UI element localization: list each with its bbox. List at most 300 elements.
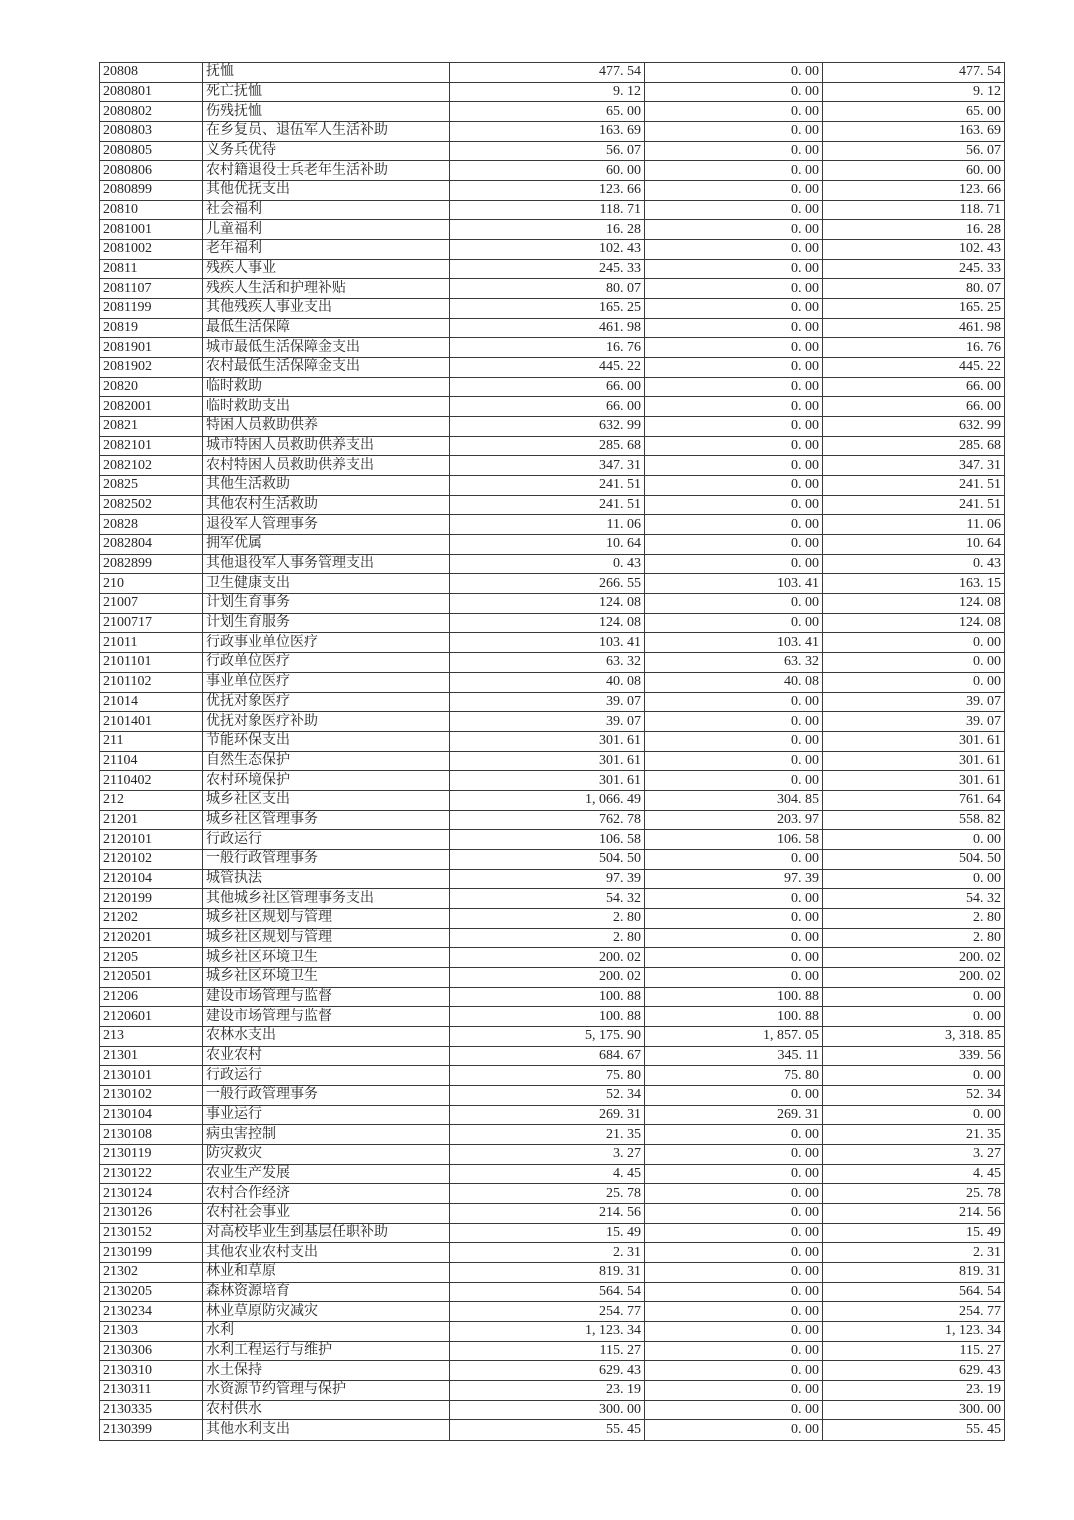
table-row — [100, 849, 1005, 869]
table-row — [100, 1203, 1005, 1223]
amount-col2-cell: 0. 00 — [645, 889, 823, 909]
amount-col2-cell: 0. 00 — [645, 1164, 823, 1184]
amount-col1-cell: 214. 56 — [450, 1203, 645, 1223]
amount-col3-cell: 3, 318. 85 — [823, 1026, 1005, 1046]
code-cell: 2081002 — [100, 240, 203, 260]
code-cell: 2080803 — [100, 122, 203, 142]
amount-col2-cell: 0. 00 — [645, 928, 823, 948]
table-row — [100, 1007, 1005, 1027]
code-cell: 2100717 — [100, 613, 203, 633]
amount-col3-cell: 55. 45 — [823, 1420, 1005, 1441]
name-cell: 水土保持 — [203, 1361, 450, 1381]
amount-col2-cell: 0. 00 — [645, 535, 823, 555]
amount-col1-cell: 301. 61 — [450, 771, 645, 791]
name-cell: 临时救助 — [203, 377, 450, 397]
amount-col2-cell: 63. 32 — [645, 653, 823, 673]
amount-col3-cell: 301. 61 — [823, 771, 1005, 791]
amount-col3-cell: 300. 00 — [823, 1400, 1005, 1420]
code-cell: 2130234 — [100, 1302, 203, 1322]
name-cell: 对高校毕业生到基层任职补助 — [203, 1223, 450, 1243]
table-row — [100, 141, 1005, 161]
amount-col1-cell: 241. 51 — [450, 476, 645, 496]
name-cell: 在乡复员、退伍军人生活补助 — [203, 122, 450, 142]
table-row — [100, 967, 1005, 987]
amount-col3-cell: 10. 64 — [823, 535, 1005, 555]
table-row — [100, 1341, 1005, 1361]
amount-col1-cell: 2. 80 — [450, 908, 645, 928]
amount-col2-cell: 0. 00 — [645, 1322, 823, 1342]
table-row — [100, 299, 1005, 319]
table-row — [100, 1381, 1005, 1401]
table-row — [100, 436, 1005, 456]
code-cell: 211 — [100, 731, 203, 751]
table-row — [100, 338, 1005, 358]
amount-col3-cell: 504. 50 — [823, 849, 1005, 869]
code-cell: 2120201 — [100, 928, 203, 948]
amount-col1-cell: 564. 54 — [450, 1282, 645, 1302]
amount-col2-cell: 0. 00 — [645, 948, 823, 968]
code-cell: 21201 — [100, 810, 203, 830]
amount-col1-cell: 762. 78 — [450, 810, 645, 830]
table-row — [100, 948, 1005, 968]
amount-col3-cell: 0. 00 — [823, 672, 1005, 692]
amount-col3-cell: 56. 07 — [823, 141, 1005, 161]
amount-col1-cell: 97. 39 — [450, 869, 645, 889]
table-row — [100, 358, 1005, 378]
table-row — [100, 220, 1005, 240]
table-row — [100, 928, 1005, 948]
code-cell: 2082001 — [100, 397, 203, 417]
amount-col2-cell: 0. 00 — [645, 358, 823, 378]
code-cell: 21205 — [100, 948, 203, 968]
amount-col2-cell: 0. 00 — [645, 1381, 823, 1401]
code-cell: 2082101 — [100, 436, 203, 456]
amount-col2-cell: 0. 00 — [645, 1184, 823, 1204]
amount-col1-cell: 39. 07 — [450, 712, 645, 732]
name-cell: 其他城乡社区管理事务支出 — [203, 889, 450, 909]
code-cell: 2130104 — [100, 1105, 203, 1125]
amount-col2-cell: 0. 00 — [645, 299, 823, 319]
amount-col1-cell: 66. 00 — [450, 397, 645, 417]
amount-col1-cell: 16. 28 — [450, 220, 645, 240]
amount-col3-cell: 124. 08 — [823, 613, 1005, 633]
table-row — [100, 889, 1005, 909]
table-row — [100, 259, 1005, 279]
name-cell: 社会福利 — [203, 200, 450, 220]
table-row — [100, 790, 1005, 810]
code-cell: 210 — [100, 574, 203, 594]
amount-col2-cell: 0. 00 — [645, 63, 823, 83]
amount-col3-cell: 0. 00 — [823, 653, 1005, 673]
amount-col3-cell: 0. 00 — [823, 1105, 1005, 1125]
amount-col1-cell: 65. 00 — [450, 102, 645, 122]
amount-col3-cell: 214. 56 — [823, 1203, 1005, 1223]
code-cell: 2082899 — [100, 554, 203, 574]
amount-col1-cell: 2. 80 — [450, 928, 645, 948]
table-row — [100, 1066, 1005, 1086]
amount-col3-cell: 761. 64 — [823, 790, 1005, 810]
amount-col2-cell: 0. 00 — [645, 476, 823, 496]
name-cell: 城乡社区管理事务 — [203, 810, 450, 830]
amount-col3-cell: 629. 43 — [823, 1361, 1005, 1381]
code-cell: 2081107 — [100, 279, 203, 299]
amount-col1-cell: 23. 19 — [450, 1381, 645, 1401]
table-row — [100, 1125, 1005, 1145]
table-row — [100, 1223, 1005, 1243]
table-row — [100, 830, 1005, 850]
amount-col1-cell: 16. 76 — [450, 338, 645, 358]
amount-col2-cell: 0. 00 — [645, 1282, 823, 1302]
table-row — [100, 279, 1005, 299]
name-cell: 一般行政管理事务 — [203, 849, 450, 869]
budget-table — [99, 62, 1005, 1441]
table-row — [100, 1243, 1005, 1263]
amount-col3-cell: 200. 02 — [823, 948, 1005, 968]
code-cell: 2130335 — [100, 1400, 203, 1420]
amount-col2-cell: 0. 00 — [645, 417, 823, 437]
amount-col3-cell: 3. 27 — [823, 1144, 1005, 1164]
table-row — [100, 535, 1005, 555]
table-row — [100, 1085, 1005, 1105]
name-cell: 计划生育服务 — [203, 613, 450, 633]
amount-col3-cell: 819. 31 — [823, 1262, 1005, 1282]
amount-col2-cell: 0. 00 — [645, 338, 823, 358]
amount-col3-cell: 0. 00 — [823, 830, 1005, 850]
code-cell: 2130311 — [100, 1381, 203, 1401]
amount-col3-cell: 9. 12 — [823, 82, 1005, 102]
table-row — [100, 692, 1005, 712]
amount-col2-cell: 0. 00 — [645, 122, 823, 142]
name-cell: 一般行政管理事务 — [203, 1085, 450, 1105]
amount-col2-cell: 0. 00 — [645, 1085, 823, 1105]
amount-col1-cell: 461. 98 — [450, 318, 645, 338]
name-cell: 其他退役军人事务管理支出 — [203, 554, 450, 574]
amount-col1-cell: 4. 45 — [450, 1164, 645, 1184]
amount-col3-cell: 115. 27 — [823, 1341, 1005, 1361]
name-cell: 其他农业农村支出 — [203, 1243, 450, 1263]
amount-col3-cell: 241. 51 — [823, 476, 1005, 496]
table-row — [100, 712, 1005, 732]
code-cell: 2130126 — [100, 1203, 203, 1223]
amount-col2-cell: 0. 00 — [645, 1125, 823, 1145]
amount-col1-cell: 0. 43 — [450, 554, 645, 574]
code-cell: 21206 — [100, 987, 203, 1007]
name-cell: 城市特困人员救助供养支出 — [203, 436, 450, 456]
code-cell: 2130199 — [100, 1243, 203, 1263]
code-cell: 2130108 — [100, 1125, 203, 1145]
name-cell: 退役军人管理事务 — [203, 515, 450, 535]
amount-col3-cell: 124. 08 — [823, 594, 1005, 614]
amount-col2-cell: 103. 41 — [645, 574, 823, 594]
table-row — [100, 161, 1005, 181]
amount-col1-cell: 300. 00 — [450, 1400, 645, 1420]
amount-col2-cell: 0. 00 — [645, 82, 823, 102]
amount-col2-cell: 100. 88 — [645, 987, 823, 1007]
code-cell: 21104 — [100, 751, 203, 771]
code-cell: 20828 — [100, 515, 203, 535]
code-cell: 2130122 — [100, 1164, 203, 1184]
amount-col2-cell: 0. 00 — [645, 1144, 823, 1164]
table-row — [100, 987, 1005, 1007]
amount-col3-cell: 52. 34 — [823, 1085, 1005, 1105]
code-cell: 20808 — [100, 63, 203, 83]
amount-col1-cell: 103. 41 — [450, 633, 645, 653]
amount-col3-cell: 347. 31 — [823, 456, 1005, 476]
code-cell: 21303 — [100, 1322, 203, 1342]
amount-col1-cell: 266. 55 — [450, 574, 645, 594]
amount-col3-cell: 66. 00 — [823, 397, 1005, 417]
amount-col2-cell: 75. 80 — [645, 1066, 823, 1086]
amount-col3-cell: 632. 99 — [823, 417, 1005, 437]
code-cell: 2130101 — [100, 1066, 203, 1086]
table-row — [100, 318, 1005, 338]
name-cell: 行政事业单位医疗 — [203, 633, 450, 653]
amount-col1-cell: 504. 50 — [450, 849, 645, 869]
code-cell: 21202 — [100, 908, 203, 928]
amount-col3-cell: 163. 15 — [823, 574, 1005, 594]
amount-col2-cell: 0. 00 — [645, 1243, 823, 1263]
amount-col1-cell: 39. 07 — [450, 692, 645, 712]
code-cell: 2081901 — [100, 338, 203, 358]
amount-col3-cell: 0. 00 — [823, 633, 1005, 653]
amount-col3-cell: 39. 07 — [823, 712, 1005, 732]
amount-col1-cell: 301. 61 — [450, 751, 645, 771]
amount-col3-cell: 339. 56 — [823, 1046, 1005, 1066]
amount-col2-cell: 0. 00 — [645, 495, 823, 515]
amount-col3-cell: 0. 00 — [823, 869, 1005, 889]
amount-col3-cell: 200. 02 — [823, 967, 1005, 987]
amount-col2-cell: 97. 39 — [645, 869, 823, 889]
amount-col3-cell: 54. 32 — [823, 889, 1005, 909]
table-row — [100, 653, 1005, 673]
table-row — [100, 240, 1005, 260]
amount-col2-cell: 0. 00 — [645, 436, 823, 456]
amount-col3-cell: 241. 51 — [823, 495, 1005, 515]
code-cell: 2080801 — [100, 82, 203, 102]
name-cell: 死亡抚恤 — [203, 82, 450, 102]
code-cell: 2120102 — [100, 849, 203, 869]
amount-col1-cell: 632. 99 — [450, 417, 645, 437]
amount-col3-cell: 2. 80 — [823, 908, 1005, 928]
code-cell: 20810 — [100, 200, 203, 220]
name-cell: 其他农村生活救助 — [203, 495, 450, 515]
amount-col1-cell: 21. 35 — [450, 1125, 645, 1145]
amount-col2-cell: 0. 00 — [645, 1400, 823, 1420]
amount-col3-cell: 11. 06 — [823, 515, 1005, 535]
amount-col2-cell: 100. 88 — [645, 1007, 823, 1027]
amount-col3-cell: 39. 07 — [823, 692, 1005, 712]
amount-col1-cell: 15. 49 — [450, 1223, 645, 1243]
amount-col2-cell: 0. 00 — [645, 1361, 823, 1381]
table-row — [100, 122, 1005, 142]
name-cell: 城管执法 — [203, 869, 450, 889]
amount-col2-cell: 0. 00 — [645, 731, 823, 751]
amount-col1-cell: 124. 08 — [450, 594, 645, 614]
table-row — [100, 1046, 1005, 1066]
amount-col2-cell: 0. 00 — [645, 456, 823, 476]
amount-col2-cell: 0. 00 — [645, 908, 823, 928]
code-cell: 2080805 — [100, 141, 203, 161]
amount-col2-cell: 0. 00 — [645, 279, 823, 299]
table-row — [100, 810, 1005, 830]
name-cell: 临时救助支出 — [203, 397, 450, 417]
name-cell: 建设市场管理与监督 — [203, 987, 450, 1007]
amount-col1-cell: 118. 71 — [450, 200, 645, 220]
name-cell: 其他生活救助 — [203, 476, 450, 496]
name-cell: 林业草原防灾减灾 — [203, 1302, 450, 1322]
name-cell: 城乡社区规划与管理 — [203, 908, 450, 928]
table-row — [100, 476, 1005, 496]
table-row — [100, 1282, 1005, 1302]
amount-col1-cell: 445. 22 — [450, 358, 645, 378]
table-row — [100, 181, 1005, 201]
amount-col2-cell: 0. 00 — [645, 141, 823, 161]
amount-col1-cell: 11. 06 — [450, 515, 645, 535]
table-row — [100, 908, 1005, 928]
amount-col1-cell: 10. 64 — [450, 535, 645, 555]
name-cell: 自然生态保护 — [203, 751, 450, 771]
code-cell: 2130119 — [100, 1144, 203, 1164]
amount-col2-cell: 0. 00 — [645, 771, 823, 791]
name-cell: 城市最低生活保障金支出 — [203, 338, 450, 358]
amount-col2-cell: 0. 00 — [645, 712, 823, 732]
name-cell: 农业农村 — [203, 1046, 450, 1066]
name-cell: 优抚对象医疗补助 — [203, 712, 450, 732]
table-row — [100, 397, 1005, 417]
name-cell: 其他优抚支出 — [203, 181, 450, 201]
table-row — [100, 771, 1005, 791]
amount-col1-cell: 2. 31 — [450, 1243, 645, 1263]
amount-col3-cell: 245. 33 — [823, 259, 1005, 279]
name-cell: 病虫害控制 — [203, 1125, 450, 1145]
code-cell: 2080802 — [100, 102, 203, 122]
amount-col2-cell: 0. 00 — [645, 967, 823, 987]
amount-col2-cell: 0. 00 — [645, 377, 823, 397]
code-cell: 2101102 — [100, 672, 203, 692]
amount-col1-cell: 63. 32 — [450, 653, 645, 673]
name-cell: 事业运行 — [203, 1105, 450, 1125]
amount-col3-cell: 558. 82 — [823, 810, 1005, 830]
amount-col1-cell: 100. 88 — [450, 1007, 645, 1027]
code-cell: 2110402 — [100, 771, 203, 791]
table-row — [100, 515, 1005, 535]
name-cell: 行政运行 — [203, 1066, 450, 1086]
name-cell: 残疾人生活和护理补贴 — [203, 279, 450, 299]
name-cell: 残疾人事业 — [203, 259, 450, 279]
table-row — [100, 200, 1005, 220]
amount-col1-cell: 106. 58 — [450, 830, 645, 850]
code-cell: 2130124 — [100, 1184, 203, 1204]
amount-col1-cell: 200. 02 — [450, 948, 645, 968]
amount-col3-cell: 254. 77 — [823, 1302, 1005, 1322]
amount-col2-cell: 0. 00 — [645, 220, 823, 240]
code-cell: 21302 — [100, 1262, 203, 1282]
budget-table-container — [99, 62, 1005, 1441]
amount-col2-cell: 203. 97 — [645, 810, 823, 830]
name-cell: 农林水支出 — [203, 1026, 450, 1046]
name-cell: 农村籍退役士兵老年生活补助 — [203, 161, 450, 181]
name-cell: 儿童福利 — [203, 220, 450, 240]
code-cell: 212 — [100, 790, 203, 810]
amount-col2-cell: 0. 00 — [645, 1341, 823, 1361]
amount-col3-cell: 16. 76 — [823, 338, 1005, 358]
code-cell: 2130399 — [100, 1420, 203, 1441]
code-cell: 2130306 — [100, 1341, 203, 1361]
table-row — [100, 869, 1005, 889]
code-cell: 2080806 — [100, 161, 203, 181]
code-cell: 2082502 — [100, 495, 203, 515]
code-cell: 2120101 — [100, 830, 203, 850]
amount-col2-cell: 0. 00 — [645, 1262, 823, 1282]
amount-col3-cell: 118. 71 — [823, 200, 1005, 220]
amount-col2-cell: 0. 00 — [645, 102, 823, 122]
amount-col2-cell: 0. 00 — [645, 1420, 823, 1441]
table-row — [100, 1144, 1005, 1164]
amount-col1-cell: 819. 31 — [450, 1262, 645, 1282]
table-row — [100, 1164, 1005, 1184]
name-cell: 林业和草原 — [203, 1262, 450, 1282]
table-row — [100, 672, 1005, 692]
name-cell: 农村供水 — [203, 1400, 450, 1420]
amount-col1-cell: 56. 07 — [450, 141, 645, 161]
amount-col3-cell: 564. 54 — [823, 1282, 1005, 1302]
name-cell: 计划生育事务 — [203, 594, 450, 614]
name-cell: 老年福利 — [203, 240, 450, 260]
amount-col3-cell: 0. 43 — [823, 554, 1005, 574]
code-cell: 2130310 — [100, 1361, 203, 1381]
amount-col2-cell: 0. 00 — [645, 613, 823, 633]
name-cell: 水资源节约管理与保护 — [203, 1381, 450, 1401]
amount-col3-cell: 2. 80 — [823, 928, 1005, 948]
code-cell: 2080899 — [100, 181, 203, 201]
amount-col1-cell: 40. 08 — [450, 672, 645, 692]
name-cell: 节能环保支出 — [203, 731, 450, 751]
amount-col2-cell: 0. 00 — [645, 1302, 823, 1322]
amount-col1-cell: 80. 07 — [450, 279, 645, 299]
name-cell: 事业单位医疗 — [203, 672, 450, 692]
amount-col2-cell: 345. 11 — [645, 1046, 823, 1066]
amount-col3-cell: 0. 00 — [823, 987, 1005, 1007]
name-cell: 城乡社区环境卫生 — [203, 948, 450, 968]
code-cell: 2082102 — [100, 456, 203, 476]
name-cell: 防灾救灾 — [203, 1144, 450, 1164]
amount-col1-cell: 200. 02 — [450, 967, 645, 987]
name-cell: 行政单位医疗 — [203, 653, 450, 673]
amount-col3-cell: 1, 123. 34 — [823, 1322, 1005, 1342]
amount-col2-cell: 0. 00 — [645, 200, 823, 220]
name-cell: 农村社会事业 — [203, 1203, 450, 1223]
code-cell: 20825 — [100, 476, 203, 496]
amount-col2-cell: 0. 00 — [645, 161, 823, 181]
amount-col1-cell: 100. 88 — [450, 987, 645, 1007]
amount-col3-cell: 0. 00 — [823, 1066, 1005, 1086]
table-row — [100, 495, 1005, 515]
amount-col1-cell: 165. 25 — [450, 299, 645, 319]
name-cell: 抚恤 — [203, 63, 450, 83]
amount-col3-cell: 102. 43 — [823, 240, 1005, 260]
amount-col3-cell: 66. 00 — [823, 377, 1005, 397]
table-row — [100, 1420, 1005, 1441]
amount-col1-cell: 477. 54 — [450, 63, 645, 83]
amount-col1-cell: 75. 80 — [450, 1066, 645, 1086]
amount-col1-cell: 163. 69 — [450, 122, 645, 142]
amount-col1-cell: 1, 123. 34 — [450, 1322, 645, 1342]
name-cell: 城乡社区规划与管理 — [203, 928, 450, 948]
code-cell: 21301 — [100, 1046, 203, 1066]
amount-col1-cell: 9. 12 — [450, 82, 645, 102]
table-row — [100, 1026, 1005, 1046]
table-row — [100, 102, 1005, 122]
